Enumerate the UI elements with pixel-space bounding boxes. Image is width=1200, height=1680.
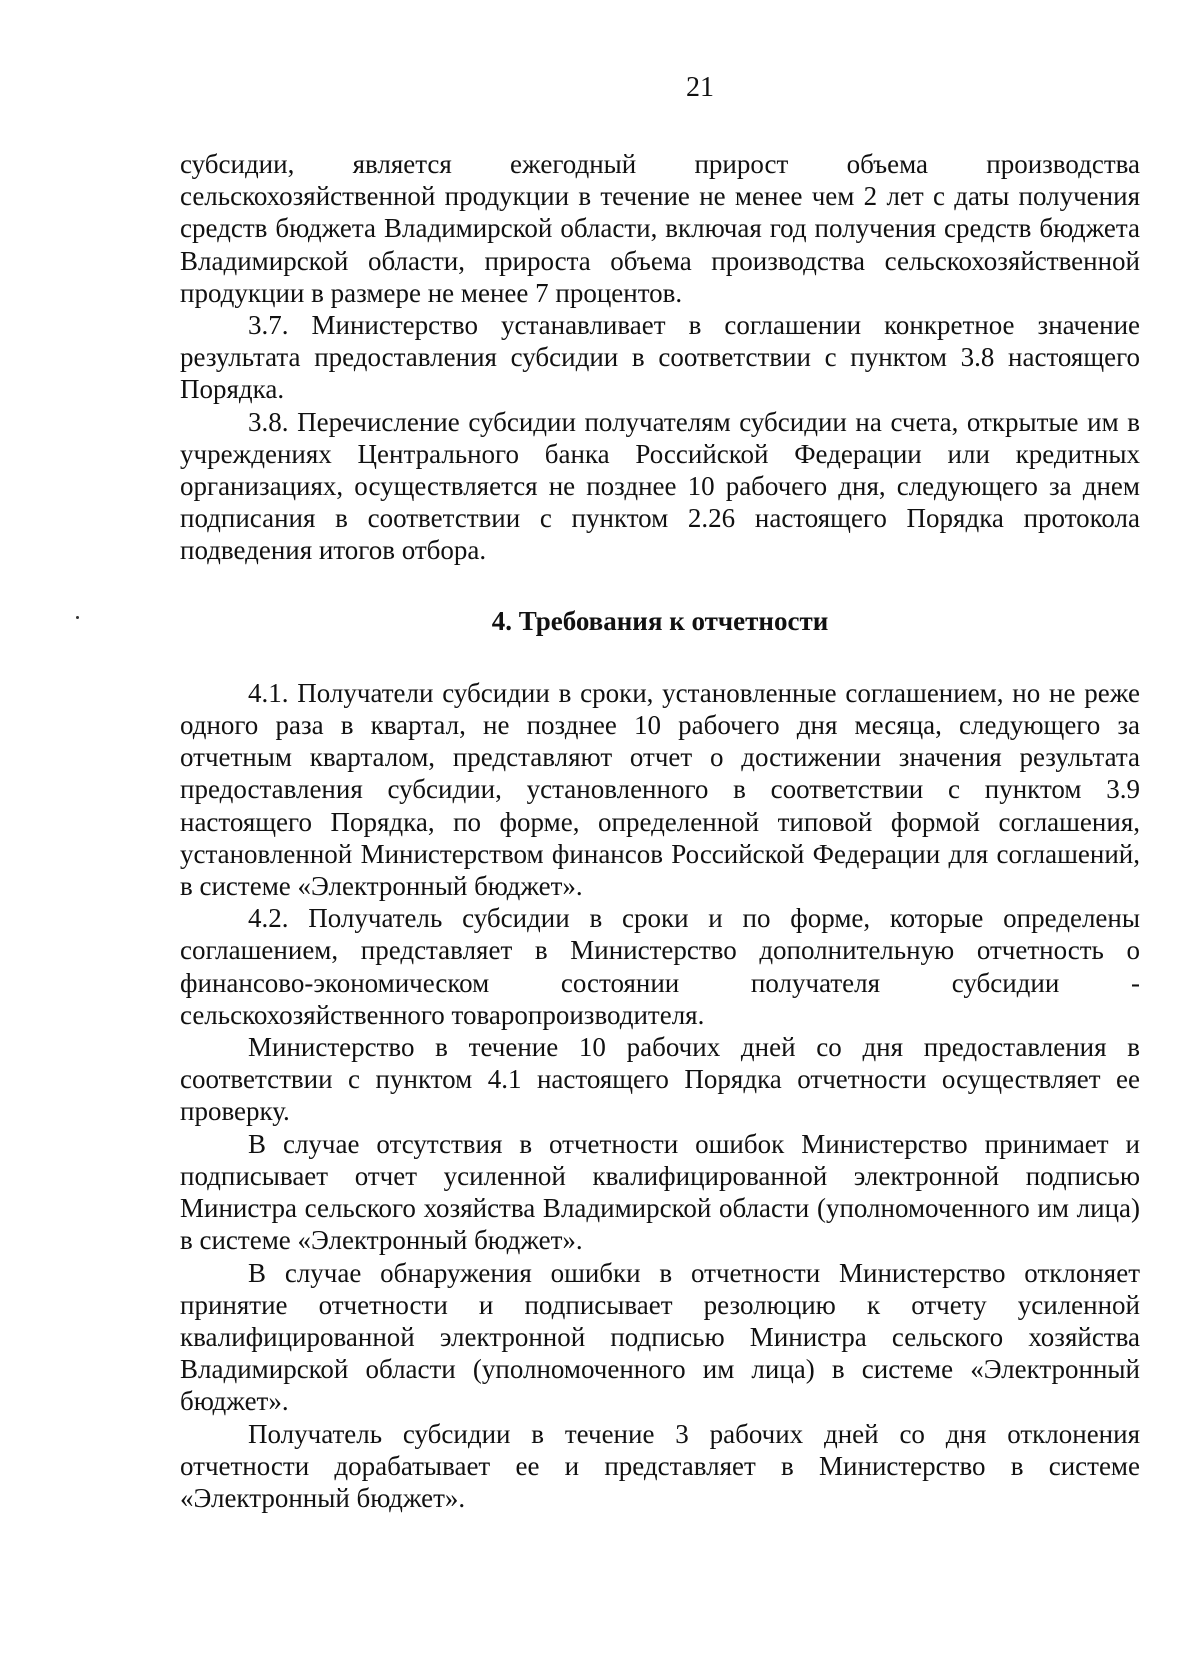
paragraph-continuation: субсидии, является ежегодный прирост объема производства сельскохозяйственной продукции в течение не менее чем 2 лет с даты получения средств бюджета Владимирской области, включая год получения средств бюджета Владимирской области, прироста объема производства сельскохозяйственной продукции в размере не менее 7 процентов.	[180, 149, 1140, 308]
page-number: 21	[686, 72, 714, 103]
paragraph-rework: Получатель субсидии в течение 3 рабочих дней со дня отклонения отчетности дорабатывает ее и представляет в Министерство в системе «Электронный бюджет».	[180, 1418, 1140, 1513]
paragraph-4-2: 4.2. Получатель субсидии в сроки и по форме, которые определены соглашением, представляет в Министерство дополнительную отчетность о финансово-экономическом состоянии получателя субсидии - сельскохозяйственного товаропроизводителя.	[180, 903, 1140, 1030]
scan-artifact-dot	[76, 616, 79, 619]
paragraph-3-8: 3.8. Перечисление субсидии получателям субсидии на счета, открытые им в учреждениях Центрального банка Российской Федерации или кредитных организациях, осуществляется не позднее 10 рабочего дня, следующего за днем подписания в соответствии с пунктом 2.26 настоящего Порядка протокола подведения итогов отбора.	[180, 406, 1140, 566]
paragraph-errors-found: В случае обнаружения ошибки в отчетности Министерство отклоняет принятие отчетности и подписывает резолюцию к отчету усиленной квалифицированной электронной подписью Министра сельского хозяйства Владимирской области (уполномоченного им лица) в системе «Электронный бюджет».	[180, 1257, 1140, 1417]
paragraph-4-1: 4.1. Получатели субсидии в сроки, установленные соглашением, но не реже одного раза в квартал, не позднее 10 рабочего дня месяца, следующего за отчетным кварталом, представляют отчет о достижении значения результата предоставления субсидии, установленного в соответствии с пунктом 3.9 настоящего Порядка, по форме, определенной типовой формой соглашения, установленной Министерством финансов Российской Федерации для соглашений, в системе «Электронный бюджет».	[180, 677, 1140, 902]
paragraph-verification: Министерство в течение 10 рабочих дней со дня предоставления в соответствии с пунктом 4.1 настоящего Порядка отчетности осуществляет ее проверку.	[180, 1032, 1140, 1127]
paragraph-no-errors: В случае отсутствия в отчетности ошибок Министерство принимает и подписывает отчет усиленной квалифицированной электронной подписью Министра сельского хозяйства Владимирской области (уполномоченного им лица) в системе «Электронный бюджет».	[180, 1128, 1140, 1256]
section-heading-4: 4. Требования к отчетности	[491, 605, 829, 636]
document-body	[180, 148, 1140, 1514]
paragraph-3-7: 3.7. Министерство устанавливает в соглашении конкретное значение результата предоставления субсидии в соответствии с пунктом 3.8 настоящего Порядка.	[180, 310, 1140, 405]
